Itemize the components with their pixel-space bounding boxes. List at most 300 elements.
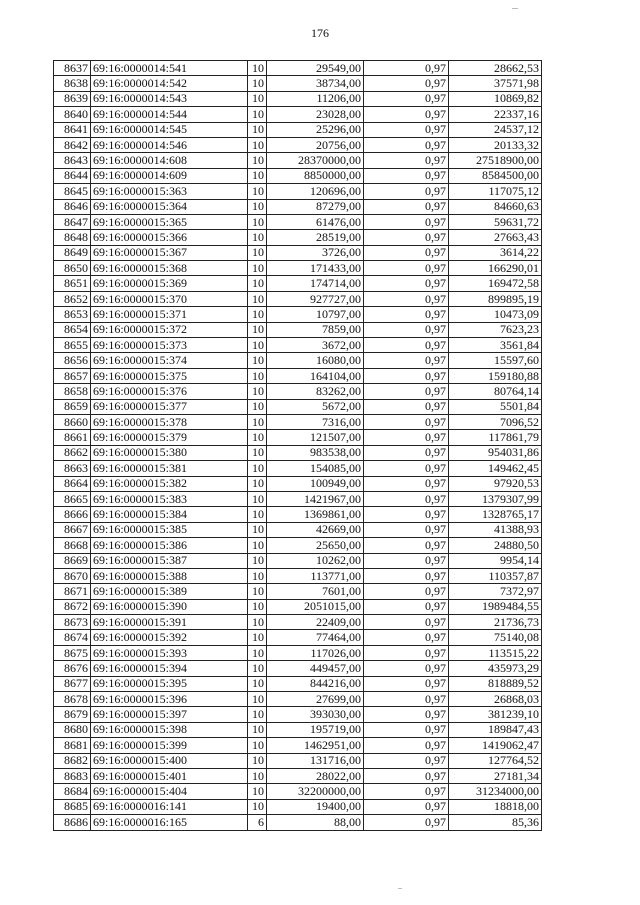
- cadastral-number-cell: 69:16:0000015:404: [91, 784, 248, 799]
- table-row: [54, 630, 542, 645]
- value-cell: 171433,00: [267, 261, 364, 276]
- value-cell: 120696,00: [267, 184, 364, 199]
- cadastral-number-cell: 69:16:0000015:387: [91, 553, 248, 568]
- cadastral-number-cell: 69:16:0000015:371: [91, 307, 248, 322]
- coefficient-cell: 0,97: [364, 507, 449, 522]
- result-cell: 7096,52: [449, 414, 542, 429]
- table-row: [54, 338, 542, 353]
- row-number-cell: 8680: [54, 722, 91, 737]
- result-cell: 84660,63: [449, 199, 542, 214]
- value-cell: 28022,00: [267, 768, 364, 783]
- row-number-cell: 8660: [54, 414, 91, 429]
- table-row: [54, 692, 542, 707]
- rate-cell: 10: [248, 707, 267, 722]
- row-number-cell: 8666: [54, 507, 91, 522]
- value-cell: 1369861,00: [267, 507, 364, 522]
- cadastral-number-cell: 69:16:0000015:376: [91, 384, 248, 399]
- coefficient-cell: 0,97: [364, 199, 449, 214]
- result-cell: 18818,00: [449, 799, 542, 814]
- cadastral-number-cell: 69:16:0000015:363: [91, 184, 248, 199]
- row-number-cell: 8641: [54, 122, 91, 137]
- row-number-cell: 8678: [54, 692, 91, 707]
- cadastral-number-cell: 69:16:0000014:608: [91, 153, 248, 168]
- cadastral-number-cell: 69:16:0000016:141: [91, 799, 248, 814]
- table-row: [54, 353, 542, 368]
- result-cell: 31234000,00: [449, 784, 542, 799]
- result-cell: 117075,12: [449, 184, 542, 199]
- table-row: [54, 753, 542, 768]
- value-cell: 121507,00: [267, 430, 364, 445]
- table-row: [54, 784, 542, 799]
- cadastral-number-cell: 69:16:0000015:369: [91, 276, 248, 291]
- cadastral-number-cell: 69:16:0000015:393: [91, 645, 248, 660]
- coefficient-cell: 0,97: [364, 107, 449, 122]
- rate-cell: 10: [248, 768, 267, 783]
- rate-cell: 10: [248, 784, 267, 799]
- page-number: 176: [311, 26, 329, 40]
- value-cell: 10797,00: [267, 307, 364, 322]
- value-cell: 174714,00: [267, 276, 364, 291]
- result-cell: 3561,84: [449, 338, 542, 353]
- row-number-cell: 8668: [54, 538, 91, 553]
- value-cell: 88,00: [267, 815, 364, 830]
- coefficient-cell: 0,97: [364, 291, 449, 306]
- table-row: [54, 61, 542, 76]
- coefficient-cell: 0,97: [364, 184, 449, 199]
- value-cell: 83262,00: [267, 384, 364, 399]
- table-row: [54, 568, 542, 583]
- table-row: [54, 122, 542, 137]
- result-cell: 169472,58: [449, 276, 542, 291]
- rate-cell: 10: [248, 199, 267, 214]
- row-number-cell: 8637: [54, 61, 91, 76]
- cadastral-number-cell: 69:16:0000015:367: [91, 245, 248, 260]
- result-cell: 435973,29: [449, 661, 542, 676]
- row-number-cell: 8679: [54, 707, 91, 722]
- row-number-cell: 8664: [54, 476, 91, 491]
- table-row: [54, 214, 542, 229]
- rate-cell: 10: [248, 291, 267, 306]
- value-cell: 32200000,00: [267, 784, 364, 799]
- coefficient-cell: 0,97: [364, 168, 449, 183]
- value-cell: 28519,00: [267, 230, 364, 245]
- result-cell: 27663,43: [449, 230, 542, 245]
- result-cell: 80764,14: [449, 384, 542, 399]
- result-cell: 10473,09: [449, 307, 542, 322]
- table-row: [54, 599, 542, 614]
- coefficient-cell: 0,97: [364, 445, 449, 460]
- value-cell: 27699,00: [267, 692, 364, 707]
- table-row: [54, 276, 542, 291]
- rate-cell: 10: [248, 676, 267, 691]
- table-row: [54, 722, 542, 737]
- rate-cell: 10: [248, 307, 267, 322]
- row-number-cell: 8661: [54, 430, 91, 445]
- coefficient-cell: 0,97: [364, 399, 449, 414]
- result-cell: 166290,01: [449, 261, 542, 276]
- row-number-cell: 8685: [54, 799, 91, 814]
- coefficient-cell: 0,97: [364, 353, 449, 368]
- cadastral-number-cell: 69:16:0000015:390: [91, 599, 248, 614]
- table-row: [54, 91, 542, 106]
- cadastral-number-cell: 69:16:0000015:364: [91, 199, 248, 214]
- result-cell: 113515,22: [449, 645, 542, 660]
- rate-cell: 10: [248, 399, 267, 414]
- value-cell: 3726,00: [267, 245, 364, 260]
- cadastral-number-cell: 69:16:0000015:398: [91, 722, 248, 737]
- result-cell: 1989484,55: [449, 599, 542, 614]
- rate-cell: 10: [248, 122, 267, 137]
- coefficient-cell: 0,97: [364, 707, 449, 722]
- table-row: [54, 676, 542, 691]
- rate-cell: 10: [248, 461, 267, 476]
- rate-cell: 10: [248, 338, 267, 353]
- coefficient-cell: 0,97: [364, 553, 449, 568]
- cadastral-number-cell: 69:16:0000015:401: [91, 768, 248, 783]
- result-cell: 189847,43: [449, 722, 542, 737]
- coefficient-cell: 0,97: [364, 461, 449, 476]
- table-row: [54, 815, 542, 830]
- row-number-cell: 8673: [54, 615, 91, 630]
- row-number-cell: 8676: [54, 661, 91, 676]
- rate-cell: 10: [248, 491, 267, 506]
- row-number-cell: 8642: [54, 137, 91, 152]
- row-number-cell: 8653: [54, 307, 91, 322]
- cadastral-number-cell: 69:16:0000015:377: [91, 399, 248, 414]
- table-row: [54, 645, 542, 660]
- cadastral-number-cell: 69:16:0000015:373: [91, 338, 248, 353]
- rate-cell: 10: [248, 553, 267, 568]
- coefficient-cell: 0,97: [364, 245, 449, 260]
- result-cell: 899895,19: [449, 291, 542, 306]
- coefficient-cell: 0,97: [364, 368, 449, 383]
- result-cell: 24537,12: [449, 122, 542, 137]
- table-row: [54, 553, 542, 568]
- coefficient-cell: 0,97: [364, 630, 449, 645]
- rate-cell: 10: [248, 91, 267, 106]
- coefficient-cell: 0,97: [364, 214, 449, 229]
- row-number-cell: 8684: [54, 784, 91, 799]
- row-number-cell: 8675: [54, 645, 91, 660]
- result-cell: 117861,79: [449, 430, 542, 445]
- cadastral-number-cell: 69:16:0000015:379: [91, 430, 248, 445]
- cadastral-number-cell: 69:16:0000015:394: [91, 661, 248, 676]
- rate-cell: 10: [248, 722, 267, 737]
- value-cell: 7601,00: [267, 584, 364, 599]
- rate-cell: 10: [248, 230, 267, 245]
- value-cell: 38734,00: [267, 76, 364, 91]
- coefficient-cell: 0,97: [364, 122, 449, 137]
- table-row: [54, 461, 542, 476]
- value-cell: 927727,00: [267, 291, 364, 306]
- table-row: [54, 707, 542, 722]
- table-row: [54, 768, 542, 783]
- coefficient-cell: 0,97: [364, 491, 449, 506]
- table-row: [54, 245, 542, 260]
- row-number-cell: 8677: [54, 676, 91, 691]
- table-row: [54, 615, 542, 630]
- cadastral-number-cell: 69:16:0000015:386: [91, 538, 248, 553]
- table-row: [54, 368, 542, 383]
- table-row: [54, 414, 542, 429]
- cadastral-number-cell: 69:16:0000015:388: [91, 568, 248, 583]
- rate-cell: 10: [248, 615, 267, 630]
- result-cell: 1379307,99: [449, 491, 542, 506]
- table-row: [54, 507, 542, 522]
- coefficient-cell: 0,97: [364, 137, 449, 152]
- coefficient-cell: 0,97: [364, 276, 449, 291]
- result-cell: 24880,50: [449, 538, 542, 553]
- table-row: [54, 76, 542, 91]
- table-row: [54, 291, 542, 306]
- row-number-cell: 8656: [54, 353, 91, 368]
- table-row: [54, 322, 542, 337]
- value-cell: 29549,00: [267, 61, 364, 76]
- cadastral-number-cell: 69:16:0000014:609: [91, 168, 248, 183]
- value-cell: 393030,00: [267, 707, 364, 722]
- cadastral-number-cell: 69:16:0000014:541: [91, 61, 248, 76]
- cadastral-number-cell: 69:16:0000015:380: [91, 445, 248, 460]
- rate-cell: 10: [248, 430, 267, 445]
- table-row: [54, 584, 542, 599]
- rate-cell: 10: [248, 738, 267, 753]
- row-number-cell: 8644: [54, 168, 91, 183]
- row-number-cell: 8683: [54, 768, 91, 783]
- table-row: [54, 738, 542, 753]
- table-row: [54, 184, 542, 199]
- rate-cell: 10: [248, 261, 267, 276]
- rate-cell: 10: [248, 630, 267, 645]
- cadastral-number-cell: 69:16:0000015:383: [91, 491, 248, 506]
- table-row: [54, 153, 542, 168]
- result-cell: 954031,86: [449, 445, 542, 460]
- result-cell: 22337,16: [449, 107, 542, 122]
- coefficient-cell: 0,97: [364, 753, 449, 768]
- row-number-cell: 8640: [54, 107, 91, 122]
- scan-mark: [512, 8, 518, 9]
- rate-cell: 10: [248, 584, 267, 599]
- coefficient-cell: 0,97: [364, 261, 449, 276]
- cadastral-number-cell: 69:16:0000015:370: [91, 291, 248, 306]
- value-cell: 154085,00: [267, 461, 364, 476]
- rate-cell: 10: [248, 799, 267, 814]
- row-number-cell: 8643: [54, 153, 91, 168]
- value-cell: 22409,00: [267, 615, 364, 630]
- table-row: [54, 522, 542, 537]
- coefficient-cell: 0,97: [364, 307, 449, 322]
- cadastral-number-cell: 69:16:0000014:542: [91, 76, 248, 91]
- cadastral-number-cell: 69:16:0000015:375: [91, 368, 248, 383]
- cadastral-number-cell: 69:16:0000015:378: [91, 414, 248, 429]
- rate-cell: 10: [248, 692, 267, 707]
- table-row: [54, 107, 542, 122]
- value-cell: 19400,00: [267, 799, 364, 814]
- rate-cell: 10: [248, 184, 267, 199]
- value-cell: 2051015,00: [267, 599, 364, 614]
- row-number-cell: 8667: [54, 522, 91, 537]
- table-row: [54, 137, 542, 152]
- row-number-cell: 8682: [54, 753, 91, 768]
- table-row: [54, 445, 542, 460]
- rate-cell: 10: [248, 353, 267, 368]
- value-cell: 7316,00: [267, 414, 364, 429]
- row-number-cell: 8672: [54, 599, 91, 614]
- coefficient-cell: 0,97: [364, 414, 449, 429]
- table-row: [54, 476, 542, 491]
- table-body: [54, 61, 542, 831]
- rate-cell: 10: [248, 153, 267, 168]
- result-cell: 818889,52: [449, 676, 542, 691]
- value-cell: 131716,00: [267, 753, 364, 768]
- result-cell: 5501,84: [449, 399, 542, 414]
- coefficient-cell: 0,97: [364, 692, 449, 707]
- row-number-cell: 8647: [54, 214, 91, 229]
- cadastral-number-cell: 69:16:0000015:384: [91, 507, 248, 522]
- coefficient-cell: 0,97: [364, 322, 449, 337]
- result-cell: 8584500,00: [449, 168, 542, 183]
- coefficient-cell: 0,97: [364, 784, 449, 799]
- coefficient-cell: 0,97: [364, 230, 449, 245]
- row-number-cell: 8669: [54, 553, 91, 568]
- cadastral-number-cell: 69:16:0000016:165: [91, 815, 248, 830]
- coefficient-cell: 0,97: [364, 476, 449, 491]
- table-row: [54, 168, 542, 183]
- coefficient-cell: 0,97: [364, 676, 449, 691]
- coefficient-cell: 0,97: [364, 815, 449, 830]
- result-cell: 26868,03: [449, 692, 542, 707]
- rate-cell: 10: [248, 645, 267, 660]
- coefficient-cell: 0,97: [364, 538, 449, 553]
- value-cell: 7859,00: [267, 322, 364, 337]
- value-cell: 8850000,00: [267, 168, 364, 183]
- value-cell: 117026,00: [267, 645, 364, 660]
- table-row: [54, 491, 542, 506]
- value-cell: 20756,00: [267, 137, 364, 152]
- result-cell: 159180,88: [449, 368, 542, 383]
- rate-cell: 10: [248, 168, 267, 183]
- value-cell: 77464,00: [267, 630, 364, 645]
- row-number-cell: 8662: [54, 445, 91, 460]
- table-row: [54, 399, 542, 414]
- result-cell: 127764,52: [449, 753, 542, 768]
- value-cell: 61476,00: [267, 214, 364, 229]
- row-number-cell: 8655: [54, 338, 91, 353]
- coefficient-cell: 0,97: [364, 338, 449, 353]
- value-cell: 844216,00: [267, 676, 364, 691]
- cadastral-number-cell: 69:16:0000015:385: [91, 522, 248, 537]
- row-number-cell: 8648: [54, 230, 91, 245]
- coefficient-cell: 0,97: [364, 91, 449, 106]
- value-cell: 1421967,00: [267, 491, 364, 506]
- cadastral-number-cell: 69:16:0000015:382: [91, 476, 248, 491]
- cadastral-number-cell: 69:16:0000015:366: [91, 230, 248, 245]
- row-number-cell: 8639: [54, 91, 91, 106]
- result-cell: 27181,34: [449, 768, 542, 783]
- coefficient-cell: 0,97: [364, 584, 449, 599]
- cadastral-number-cell: 69:16:0000015:399: [91, 738, 248, 753]
- coefficient-cell: 0,97: [364, 799, 449, 814]
- row-number-cell: 8663: [54, 461, 91, 476]
- rate-cell: 10: [248, 245, 267, 260]
- rate-cell: 10: [248, 76, 267, 91]
- coefficient-cell: 0,97: [364, 384, 449, 399]
- result-cell: 28662,53: [449, 61, 542, 76]
- value-cell: 25296,00: [267, 122, 364, 137]
- value-cell: 983538,00: [267, 445, 364, 460]
- result-cell: 37571,98: [449, 76, 542, 91]
- value-cell: 10262,00: [267, 553, 364, 568]
- value-cell: 87279,00: [267, 199, 364, 214]
- result-cell: 9954,14: [449, 553, 542, 568]
- cadastral-number-cell: 69:16:0000014:543: [91, 91, 248, 106]
- coefficient-cell: 0,97: [364, 568, 449, 583]
- value-cell: 11206,00: [267, 91, 364, 106]
- value-cell: 100949,00: [267, 476, 364, 491]
- cadastral-number-cell: 69:16:0000015:395: [91, 676, 248, 691]
- cadastral-number-cell: 69:16:0000015:391: [91, 615, 248, 630]
- row-number-cell: 8649: [54, 245, 91, 260]
- value-cell: 3672,00: [267, 338, 364, 353]
- rate-cell: 10: [248, 368, 267, 383]
- row-number-cell: 8671: [54, 584, 91, 599]
- cadastral-number-cell: 69:16:0000015:392: [91, 630, 248, 645]
- cadastral-number-cell: 69:16:0000015:396: [91, 692, 248, 707]
- result-cell: 1328765,17: [449, 507, 542, 522]
- row-number-cell: 8674: [54, 630, 91, 645]
- coefficient-cell: 0,97: [364, 599, 449, 614]
- table-row: [54, 199, 542, 214]
- row-number-cell: 8651: [54, 276, 91, 291]
- result-cell: 3614,22: [449, 245, 542, 260]
- coefficient-cell: 0,97: [364, 722, 449, 737]
- coefficient-cell: 0,97: [364, 768, 449, 783]
- rate-cell: 10: [248, 137, 267, 152]
- value-cell: 164104,00: [267, 368, 364, 383]
- coefficient-cell: 0,97: [364, 615, 449, 630]
- result-cell: 85,36: [449, 815, 542, 830]
- result-cell: 7623,23: [449, 322, 542, 337]
- row-number-cell: 8652: [54, 291, 91, 306]
- coefficient-cell: 0,97: [364, 430, 449, 445]
- rate-cell: 10: [248, 384, 267, 399]
- result-cell: 149462,45: [449, 461, 542, 476]
- rate-cell: 10: [248, 507, 267, 522]
- rate-cell: 10: [248, 476, 267, 491]
- row-number-cell: 8659: [54, 399, 91, 414]
- table-row: [54, 661, 542, 676]
- row-number-cell: 8665: [54, 491, 91, 506]
- coefficient-cell: 0,97: [364, 61, 449, 76]
- value-cell: 195719,00: [267, 722, 364, 737]
- table-row: [54, 538, 542, 553]
- rate-cell: 10: [248, 661, 267, 676]
- row-number-cell: 8646: [54, 199, 91, 214]
- result-cell: 110357,87: [449, 568, 542, 583]
- rate-cell: 10: [248, 445, 267, 460]
- value-cell: 28370000,00: [267, 153, 364, 168]
- row-number-cell: 8670: [54, 568, 91, 583]
- result-cell: 1419062,47: [449, 738, 542, 753]
- value-cell: 25650,00: [267, 538, 364, 553]
- table-row: [54, 261, 542, 276]
- cadastral-number-cell: 69:16:0000015:400: [91, 753, 248, 768]
- value-cell: 23028,00: [267, 107, 364, 122]
- land-parcels-table: [53, 60, 542, 831]
- coefficient-cell: 0,97: [364, 645, 449, 660]
- value-cell: 449457,00: [267, 661, 364, 676]
- cadastral-number-cell: 69:16:0000014:544: [91, 107, 248, 122]
- row-number-cell: 8645: [54, 184, 91, 199]
